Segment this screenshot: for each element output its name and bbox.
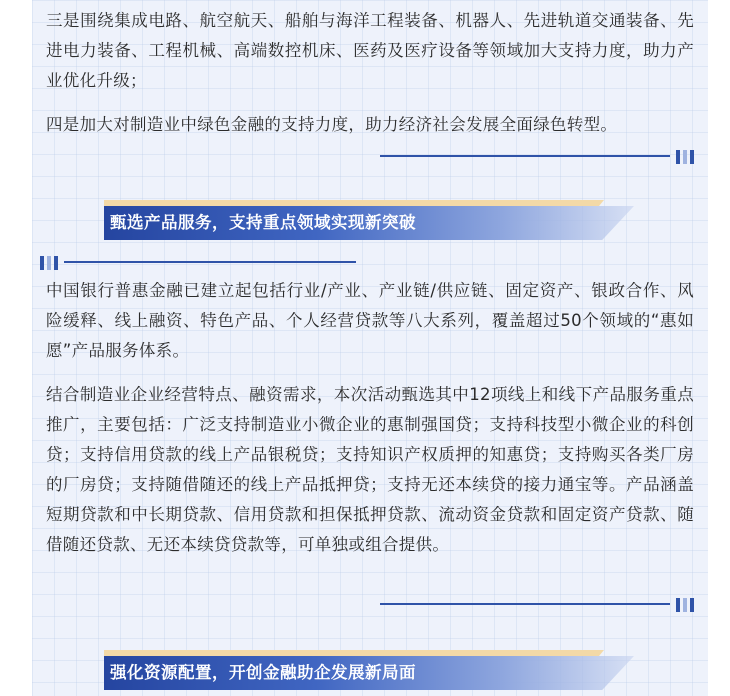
divider-line xyxy=(380,603,670,605)
section-divider-3 xyxy=(380,598,698,612)
divider-line xyxy=(64,261,356,263)
section-heading-products xyxy=(104,206,644,240)
paragraph-featured-products: 结合制造业企业经营特点、融资需求，本次活动甄选其中12项线上和线下产品服务重点推广，主要包括：广泛支持制造业小微企业的惠制强国贷；支持科技型小微企业的科创贷；支持信用贷款的线上产品银税贷；支持知识产权质押的知惠贷；支持购买各类厂房的厂房贷；支持随借随还的线上产品抵押贷；支持无还本续贷的接力通宝等。产品涵盖短期贷款和中长期贷款、信用贷款和担保抵押贷款、流动资金贷款和固定资产贷款、随借随还贷款、无还本续贷贷款等，可单独或组合提供。 xyxy=(46,385,694,554)
section-heading-resources xyxy=(104,656,644,690)
divider-bars-icon xyxy=(676,150,698,164)
divider-bars-icon xyxy=(676,598,698,612)
paragraph-green-finance: 四是加大对制造业中绿色金融的支持力度，助力经济社会发展全面绿色转型。 xyxy=(46,115,618,134)
divider-bars-icon xyxy=(40,256,62,270)
heading-text: 强化资源配置，开创金融助企发展新局面 xyxy=(110,663,416,682)
section-divider-1 xyxy=(380,150,698,164)
paragraph-product-system: 中国银行普惠金融已建立起包括行业/产业、产业链/供应链、固定资产、银政合作、风险缓释、线上融资、特色产品、个人经营贷款等八大系列，覆盖超过50个领域的“惠如愿”产品服务体系。 xyxy=(46,281,694,360)
heading-text: 甄选产品服务，支持重点领域实现新突破 xyxy=(110,213,416,232)
paragraph-industries: 三是围绕集成电路、航空航天、船舶与海洋工程装备、机器人、先进轨道交通装备、先进电力装备、工程机械、高端数控机床、医药及医疗设备等领域加大支持力度，助力产业优化升级； xyxy=(46,11,694,90)
divider-line xyxy=(380,155,670,157)
section-divider-2 xyxy=(40,256,358,270)
